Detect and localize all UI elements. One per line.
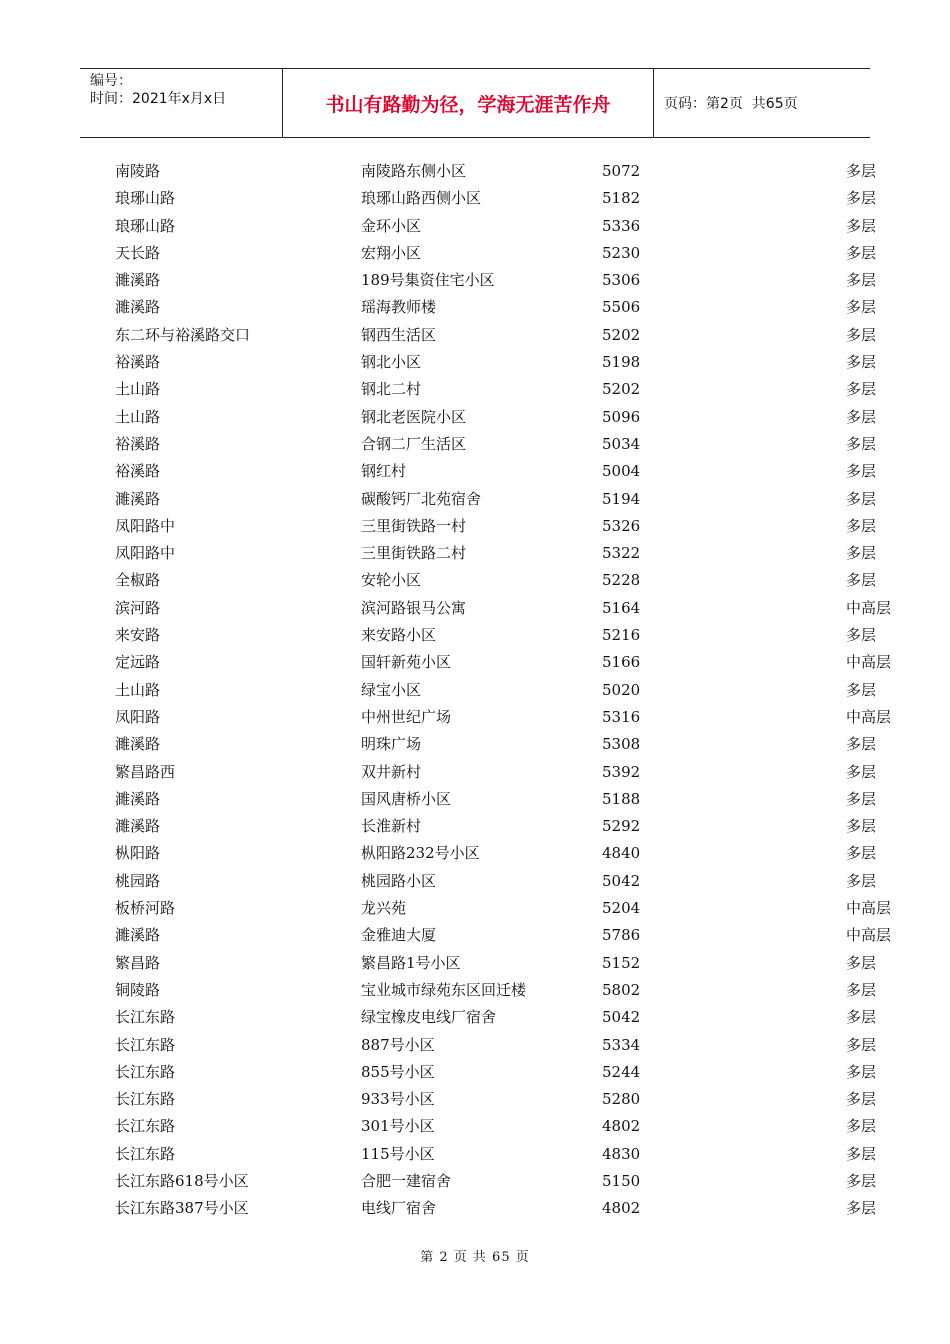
road-name-cell: 桃园路 [115,871,161,890]
value-cell: 4830 [602,1144,641,1163]
community-name-cell: 绿宝橡皮电线厂宿舍 [361,1008,497,1027]
table-row [0,595,950,622]
road-name-cell: 长江东路 [115,1144,176,1163]
road-name-cell: 铜陵路 [115,980,161,999]
table-row [0,458,950,485]
community-name-cell: 887号小区 [361,1035,435,1054]
value-cell: 5306 [602,271,641,290]
community-name-cell: 301号小区 [361,1117,435,1136]
building-type-cell: 多层 [846,189,877,208]
road-name-cell: 枞阳路 [115,844,161,863]
building-type-cell: 多层 [846,243,877,262]
building-type-cell: 中高层 [846,653,892,672]
value-cell: 5786 [602,926,641,945]
road-name-cell: 土山路 [115,380,161,399]
value-cell: 5308 [602,735,641,754]
building-type-cell: 多层 [846,462,877,481]
community-name-cell: 933号小区 [361,1090,435,1109]
road-name-cell: 土山路 [115,680,161,699]
value-cell: 4802 [602,1199,641,1218]
community-name-cell: 来安路小区 [361,626,437,645]
value-cell: 5316 [602,707,641,726]
table-row [0,158,950,185]
road-name-cell: 凤阳路中 [115,544,176,563]
table-row [0,486,950,513]
community-name-cell: 长淮新村 [361,817,422,836]
table-row [0,922,950,949]
table-row [0,1032,950,1059]
road-name-cell: 长江东路 [115,1090,176,1109]
building-type-cell: 多层 [846,980,877,999]
community-name-cell: 滨河路银马公寓 [361,598,467,617]
community-name-cell: 合钢二厂生活区 [361,434,467,453]
community-name-cell: 三里街铁路一村 [361,516,467,535]
table-row [0,1141,950,1168]
value-cell: 5194 [602,489,641,508]
community-name-cell: 金雅迪大厦 [361,926,437,945]
code-label: 编号： [90,73,132,89]
motto-text: 书山有路勤为径，学海无涯苦作舟 [325,93,611,116]
value-cell: 5096 [602,407,641,426]
community-name-cell: 安轮小区 [361,571,422,590]
road-name-cell: 濉溪路 [115,735,161,754]
building-type-cell: 多层 [846,544,877,563]
community-name-cell: 钢北老医院小区 [361,407,467,426]
community-name-cell: 钢红村 [361,462,407,481]
building-type-cell: 多层 [846,489,877,508]
road-name-cell: 全椒路 [115,571,161,590]
value-cell: 5336 [602,216,641,235]
community-name-cell: 桃园路小区 [361,871,437,890]
footer-page-number: 第 2 页 共 65 页 [420,1250,530,1265]
table-row [0,567,950,594]
table-row [0,704,950,731]
building-type-cell: 多层 [846,1117,877,1136]
road-name-cell: 裕溪路 [115,434,161,453]
value-cell: 5326 [602,516,641,535]
community-name-cell: 钢北小区 [361,353,422,372]
building-type-cell: 多层 [846,1199,877,1218]
table-row [0,622,950,649]
road-name-cell: 琅琊山路 [115,189,176,208]
building-type-cell: 中高层 [846,707,892,726]
building-type-cell: 多层 [846,516,877,535]
road-name-cell: 长江东路 [115,1062,176,1081]
table-row [0,1059,950,1086]
building-type-cell: 多层 [846,1062,877,1081]
value-cell: 5280 [602,1090,641,1109]
building-type-cell: 多层 [846,271,877,290]
table-row [0,786,950,813]
value-cell: 5042 [602,871,641,890]
value-cell: 5152 [602,953,641,972]
table-row [0,513,950,540]
road-name-cell: 长江东路 [115,1035,176,1054]
building-type-cell: 中高层 [846,899,892,918]
table-row [0,977,950,1004]
road-name-cell: 濉溪路 [115,298,161,317]
table-row [0,349,950,376]
page-info-text: 页码：第2页 共65页 [664,96,798,112]
community-name-cell: 绿宝小区 [361,680,422,699]
road-name-cell: 东二环与裕溪路交口 [115,325,251,344]
road-name-cell: 濉溪路 [115,789,161,808]
community-name-cell: 合肥一建宿舍 [361,1171,452,1190]
header-motto [282,69,654,137]
header-meta [80,69,282,137]
data-table [0,158,950,1223]
building-type-cell: 多层 [846,762,877,781]
building-type-cell: 多层 [846,434,877,453]
road-name-cell: 长江东路 [115,1117,176,1136]
value-cell: 5334 [602,1035,641,1054]
community-name-cell: 三里街铁路二村 [361,544,467,563]
table-row [0,950,950,977]
building-type-cell: 多层 [846,789,877,808]
road-name-cell: 天长路 [115,243,161,262]
building-type-cell: 多层 [846,735,877,754]
road-name-cell: 裕溪路 [115,462,161,481]
road-name-cell: 濉溪路 [115,817,161,836]
value-cell: 5322 [602,544,641,563]
building-type-cell: 多层 [846,407,877,426]
community-name-cell: 宏翔小区 [361,243,422,262]
table-row [0,294,950,321]
building-type-cell: 多层 [846,162,877,180]
table-row [0,840,950,867]
table-row [0,1004,950,1031]
community-name-cell: 明珠广场 [361,735,422,754]
community-name-cell: 中州世纪广场 [361,707,452,726]
table-row [0,1113,950,1140]
building-type-cell: 多层 [846,216,877,235]
value-cell: 5164 [602,598,641,617]
building-type-cell: 多层 [846,844,877,863]
road-name-cell: 南陵路 [115,162,161,180]
road-name-cell: 定远路 [115,653,161,672]
building-type-cell: 多层 [846,817,877,836]
value-cell: 5506 [602,298,641,317]
community-name-cell: 南陵路东侧小区 [361,162,467,180]
community-name-cell: 国风唐桥小区 [361,789,452,808]
building-type-cell: 多层 [846,1144,877,1163]
value-cell: 5034 [602,434,641,453]
road-name-cell: 凤阳路中 [115,516,176,535]
community-name-cell: 855号小区 [361,1062,435,1081]
road-name-cell: 繁昌路西 [115,762,176,781]
table-row [0,540,950,567]
road-name-cell: 来安路 [115,626,161,645]
header-page-info [654,69,870,137]
community-name-cell: 碳酸钙厂北苑宿舍 [361,489,482,508]
value-cell: 5150 [602,1171,641,1190]
community-name-cell: 琅琊山路西侧小区 [361,189,482,208]
community-name-cell: 龙兴苑 [361,899,407,918]
community-name-cell: 宝业城市绿苑东区回迁楼 [361,980,527,999]
value-cell: 5020 [602,680,641,699]
road-name-cell: 裕溪路 [115,353,161,372]
table-row [0,895,950,922]
value-cell: 5004 [602,462,641,481]
building-type-cell: 多层 [846,871,877,890]
table-row [0,213,950,240]
table-row [0,267,950,294]
road-name-cell: 濉溪路 [115,926,161,945]
road-name-cell: 滨河路 [115,598,161,617]
value-cell: 5292 [602,817,641,836]
value-cell: 4802 [602,1117,641,1136]
community-name-cell: 金环小区 [361,216,422,235]
road-name-cell: 长江东路 [115,1008,176,1027]
building-type-cell: 多层 [846,680,877,699]
value-cell: 5202 [602,380,641,399]
value-cell: 5802 [602,980,641,999]
community-name-cell: 双井新村 [361,762,422,781]
value-cell: 5166 [602,653,641,672]
value-cell: 5244 [602,1062,641,1081]
value-cell: 5188 [602,789,641,808]
table-row [0,1168,950,1195]
time-label: 时间：2021年x月x日 [90,91,227,107]
value-cell: 5230 [602,243,641,262]
value-cell: 5204 [602,899,641,918]
building-type-cell: 多层 [846,626,877,645]
community-name-cell: 国轩新苑小区 [361,653,452,672]
value-cell: 5042 [602,1008,641,1027]
building-type-cell: 多层 [846,325,877,344]
building-type-cell: 中高层 [846,926,892,945]
building-type-cell: 中高层 [846,598,892,617]
value-cell: 5198 [602,353,641,372]
road-name-cell: 濉溪路 [115,489,161,508]
value-cell: 5072 [602,162,641,180]
road-name-cell: 长江东路387号小区 [115,1199,249,1218]
value-cell: 4840 [602,844,641,863]
table-row [0,731,950,758]
building-type-cell: 多层 [846,380,877,399]
table-row [0,376,950,403]
building-type-cell: 多层 [846,353,877,372]
building-type-cell: 多层 [846,953,877,972]
table-row [0,1195,950,1222]
table-row [0,813,950,840]
community-name-cell: 电线厂宿舍 [361,1199,437,1218]
road-name-cell: 濉溪路 [115,271,161,290]
community-name-cell: 瑶海教师楼 [361,298,437,317]
table-row [0,1086,950,1113]
table-row [0,240,950,267]
road-name-cell: 板桥河路 [115,899,176,918]
road-name-cell: 长江东路618号小区 [115,1171,249,1190]
building-type-cell: 多层 [846,1090,877,1109]
table-row [0,431,950,458]
community-name-cell: 189号集资住宅小区 [361,271,495,290]
community-name-cell: 繁昌路1号小区 [361,953,461,972]
table-row [0,185,950,212]
building-type-cell: 多层 [846,1035,877,1054]
community-name-cell: 钢西生活区 [361,325,437,344]
community-name-cell: 枞阳路232号小区 [361,844,480,863]
table-row [0,868,950,895]
table-row [0,404,950,431]
value-cell: 5392 [602,762,641,781]
road-name-cell: 琅琊山路 [115,216,176,235]
table-row [0,677,950,704]
page-header [80,68,870,138]
table-row [0,759,950,786]
road-name-cell: 凤阳路 [115,707,161,726]
road-name-cell: 繁昌路 [115,953,161,972]
community-name-cell: 钢北二村 [361,380,422,399]
table-row [0,649,950,676]
building-type-cell: 多层 [846,571,877,590]
table-row [0,322,950,349]
building-type-cell: 多层 [846,298,877,317]
building-type-cell: 多层 [846,1171,877,1190]
road-name-cell: 土山路 [115,407,161,426]
value-cell: 5216 [602,626,641,645]
value-cell: 5182 [602,189,641,208]
value-cell: 5228 [602,571,641,590]
value-cell: 5202 [602,325,641,344]
building-type-cell: 多层 [846,1008,877,1027]
page-footer [0,1246,950,1265]
community-name-cell: 115号小区 [361,1144,435,1163]
